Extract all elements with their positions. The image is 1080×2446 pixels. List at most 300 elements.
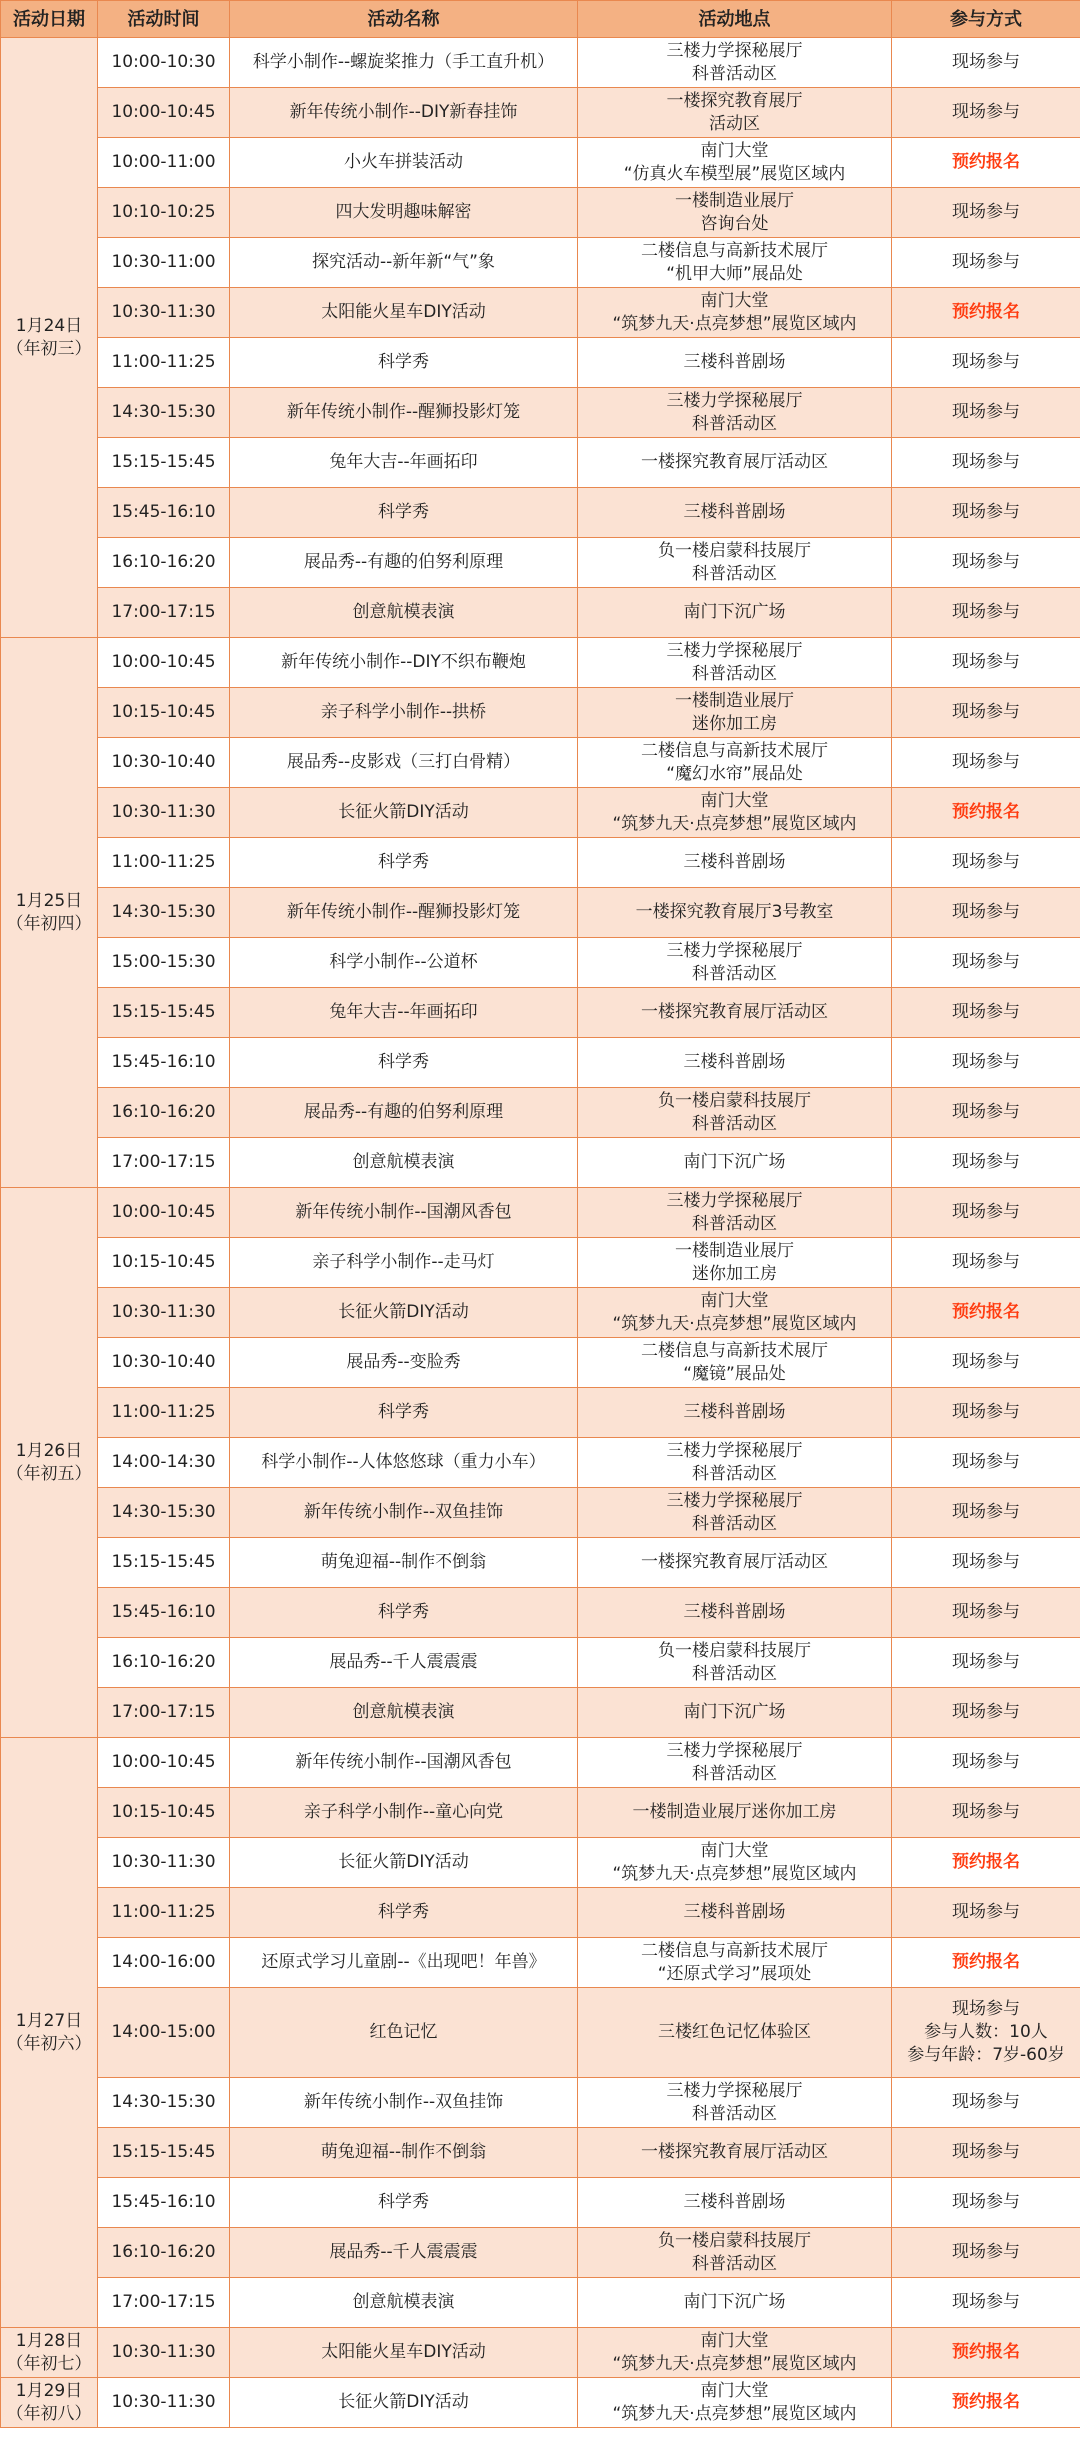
participation-cell: [892, 1338, 1080, 1388]
participation-line: 现场参与: [952, 1102, 1020, 1122]
time-cell: 10:15-10:45: [98, 1788, 230, 1838]
participation-line: 现场参与: [952, 102, 1020, 122]
participation-cell: [892, 1888, 1080, 1938]
reservation-cell: [892, 788, 1080, 838]
participation-line: 现场参与: [952, 1352, 1020, 1372]
location-line: “筑梦九天·点亮梦想”展览区域内: [612, 2403, 857, 2424]
location-cell: [578, 2228, 892, 2278]
reservation-cell: [892, 138, 1080, 188]
participation-line: 现场参与: [952, 2242, 1020, 2262]
participation-cell: [892, 1588, 1080, 1638]
participation-line: 现场参与: [952, 1999, 1020, 2019]
participation-cell: [892, 238, 1080, 288]
location-line: 一楼探究教育展厅活动区: [641, 1552, 828, 1572]
activity-name-cell: 科学秀: [230, 838, 578, 888]
participation-line: 预约报名: [952, 1852, 1020, 1872]
location-line: 三楼力学探秘展厅: [666, 640, 803, 661]
date-label: 1月29日: [15, 2380, 83, 2401]
participation-line: 现场参与: [952, 1252, 1020, 1272]
location-cell: [578, 888, 892, 938]
participation-line: 现场参与: [952, 1802, 1020, 1822]
activity-name-cell: 科学秀: [230, 488, 578, 538]
participation-line: 现场参与: [952, 402, 1020, 422]
location-line: 二楼信息与高新技术展厅: [641, 740, 828, 761]
location-cell: [578, 1988, 892, 2078]
activity-name-cell: 还原式学习儿童剧--《出现吧！年兽》: [230, 1938, 578, 1988]
date-cell: [1, 638, 98, 1188]
table-row: [1, 438, 1080, 488]
participation-line: 现场参与: [952, 602, 1020, 622]
location-line: 三楼力学探秘展厅: [666, 1440, 803, 1461]
activity-name-cell: 新年传统小制作--双鱼挂饰: [230, 1488, 578, 1538]
participation-line: 现场参与: [952, 902, 1020, 922]
location-line: 南门大堂: [700, 290, 769, 311]
table-row: [1, 1238, 1080, 1288]
table-row: [1, 288, 1080, 338]
table-row: [1, 1538, 1080, 1588]
location-line: 三楼力学探秘展厅: [666, 390, 803, 411]
time-cell: 14:30-15:30: [98, 2078, 230, 2128]
location-cell: [578, 338, 892, 388]
participation-line: 现场参与: [952, 502, 1020, 522]
activity-name-cell: 四大发明趣味解密: [230, 188, 578, 238]
participation-cell: [892, 738, 1080, 788]
time-cell: 10:30-11:30: [98, 1288, 230, 1338]
time-cell: 10:30-10:40: [98, 1338, 230, 1388]
table-row: [1, 1788, 1080, 1838]
participation-line: 现场参与: [952, 1202, 1020, 1222]
location-line: 科普活动区: [692, 1213, 777, 1234]
location-cell: [578, 738, 892, 788]
participation-cell: [892, 638, 1080, 688]
table-row: [1, 588, 1080, 638]
activity-name-cell: 长征火箭DIY活动: [230, 1838, 578, 1888]
location-line: “魔镜”展品处: [683, 1363, 786, 1384]
activity-name-cell: 展品秀--变脸秀: [230, 1338, 578, 1388]
location-line: “筑梦九天·点亮梦想”展览区域内: [612, 2353, 857, 2374]
location-cell: [578, 388, 892, 438]
location-line: 一楼制造业展厅: [675, 690, 794, 711]
location-line: 科普活动区: [692, 563, 777, 584]
table-row: [1, 2378, 1080, 2428]
activity-name-cell: 探究活动--新年新“气”象: [230, 238, 578, 288]
participation-cell: [892, 2278, 1080, 2328]
lunar-date-label: （年初七）: [6, 2353, 92, 2374]
table-row: [1, 38, 1080, 88]
table-row: [1, 688, 1080, 738]
location-cell: [578, 688, 892, 738]
time-cell: 16:10-16:20: [98, 1638, 230, 1688]
activity-name-cell: 新年传统小制作--国潮风香包: [230, 1738, 578, 1788]
location-line: 科普活动区: [692, 663, 777, 684]
participation-line: 现场参与: [952, 952, 1020, 972]
location-cell: [578, 588, 892, 638]
location-cell: [578, 288, 892, 338]
location-cell: [578, 1338, 892, 1388]
time-cell: 17:00-17:15: [98, 1688, 230, 1738]
participation-cell: [892, 2128, 1080, 2178]
time-cell: 15:15-15:45: [98, 438, 230, 488]
participation-line: 现场参与: [952, 1702, 1020, 1722]
participation-cell: [892, 1988, 1080, 2078]
location-line: 三楼科普剧场: [683, 1402, 786, 1422]
time-cell: 17:00-17:15: [98, 2278, 230, 2328]
participation-line: 现场参与: [952, 1402, 1020, 1422]
location-cell: [578, 1588, 892, 1638]
table-body: [1, 38, 1080, 2428]
participation-cell: [892, 1788, 1080, 1838]
activity-name-cell: 创意航模表演: [230, 588, 578, 638]
reservation-cell: [892, 288, 1080, 338]
activity-name-cell: 红色记忆: [230, 1988, 578, 2078]
activity-name-cell: 亲子科学小制作--走马灯: [230, 1238, 578, 1288]
activity-name-cell: 太阳能火星车DIY活动: [230, 2328, 578, 2378]
location-line: 南门下沉广场: [683, 2292, 786, 2312]
location-cell: [578, 2078, 892, 2128]
participation-line: 参与人数：10人: [924, 2022, 1048, 2042]
participation-cell: [892, 888, 1080, 938]
location-line: 三楼力学探秘展厅: [666, 40, 803, 61]
lunar-date-label: （年初四）: [6, 913, 92, 934]
location-line: 南门大堂: [700, 2330, 769, 2351]
time-cell: 10:00-10:45: [98, 638, 230, 688]
location-line: 三楼科普剧场: [683, 1052, 786, 1072]
location-line: 一楼探究教育展厅: [666, 90, 803, 111]
activity-name-cell: 展品秀--千人震震震: [230, 1638, 578, 1688]
table-row: [1, 988, 1080, 1038]
activity-name-cell: 新年传统小制作--DIY不织布鞭炮: [230, 638, 578, 688]
location-line: 三楼力学探秘展厅: [666, 1190, 803, 1211]
location-line: 二楼信息与高新技术展厅: [641, 1340, 828, 1361]
table-row: [1, 1288, 1080, 1338]
participation-cell: [892, 388, 1080, 438]
participation-cell: [892, 188, 1080, 238]
location-cell: [578, 988, 892, 1038]
participation-line: 现场参与: [952, 1752, 1020, 1772]
activity-name-cell: 科学秀: [230, 1038, 578, 1088]
location-cell: [578, 538, 892, 588]
location-cell: [578, 138, 892, 188]
time-cell: 10:15-10:45: [98, 1238, 230, 1288]
location-line: 南门大堂: [700, 790, 769, 811]
table-row: [1, 2078, 1080, 2128]
participation-cell: [892, 2228, 1080, 2278]
location-line: 南门下沉广场: [683, 1152, 786, 1172]
location-cell: [578, 938, 892, 988]
table-row: [1, 788, 1080, 838]
lunar-date-label: （年初八）: [6, 2403, 92, 2424]
table-row: [1, 188, 1080, 238]
header-name: 活动名称: [230, 1, 578, 38]
location-cell: [578, 1188, 892, 1238]
location-line: 三楼力学探秘展厅: [666, 1490, 803, 1511]
participation-line: 现场参与: [952, 352, 1020, 372]
time-cell: 11:00-11:25: [98, 1388, 230, 1438]
participation-cell: [892, 1188, 1080, 1238]
participation-cell: [892, 438, 1080, 488]
location-line: 一楼制造业展厅: [675, 190, 794, 211]
participation-line: 现场参与: [952, 252, 1020, 272]
location-cell: [578, 438, 892, 488]
table-row: [1, 538, 1080, 588]
location-cell: [578, 88, 892, 138]
participation-line: 预约报名: [952, 2392, 1020, 2412]
header-place: 活动地点: [578, 1, 892, 38]
table-row: [1, 1638, 1080, 1688]
table-row: [1, 1688, 1080, 1738]
table-row: [1, 1738, 1080, 1788]
table-row: [1, 938, 1080, 988]
location-line: 科普活动区: [692, 413, 777, 434]
participation-cell: [892, 1488, 1080, 1538]
participation-cell: [892, 2178, 1080, 2228]
reservation-cell: [892, 1838, 1080, 1888]
activity-name-cell: 展品秀--有趣的伯努利原理: [230, 1088, 578, 1138]
header-method: 参与方式: [892, 1, 1080, 38]
location-cell: [578, 1688, 892, 1738]
table-row: [1, 1938, 1080, 1988]
date-cell: [1, 1738, 98, 2328]
location-line: 三楼红色记忆体验区: [658, 2022, 811, 2042]
time-cell: 14:30-15:30: [98, 388, 230, 438]
location-line: 南门大堂: [700, 1840, 769, 1861]
table-row: [1, 2128, 1080, 2178]
time-cell: 15:15-15:45: [98, 1538, 230, 1588]
participation-line: 现场参与: [952, 1052, 1020, 1072]
time-cell: 15:15-15:45: [98, 2128, 230, 2178]
time-cell: 11:00-11:25: [98, 1888, 230, 1938]
participation-cell: [892, 2078, 1080, 2128]
location-cell: [578, 2328, 892, 2378]
location-line: 三楼科普剧场: [683, 1602, 786, 1622]
location-line: 负一楼启蒙科技展厅: [658, 1090, 811, 1111]
location-line: 活动区: [709, 113, 760, 134]
participation-cell: [892, 488, 1080, 538]
location-line: 南门下沉广场: [683, 1702, 786, 1722]
location-line: 负一楼启蒙科技展厅: [658, 1640, 811, 1661]
table-row: [1, 1488, 1080, 1538]
time-cell: 10:00-10:45: [98, 1188, 230, 1238]
table-row: [1, 738, 1080, 788]
participation-cell: [892, 1138, 1080, 1188]
activity-name-cell: 新年传统小制作--DIY新春挂饰: [230, 88, 578, 138]
location-cell: [578, 2128, 892, 2178]
location-cell: [578, 788, 892, 838]
activity-name-cell: 小火车拼装活动: [230, 138, 578, 188]
participation-line: 现场参与: [952, 2292, 1020, 2312]
location-cell: [578, 1738, 892, 1788]
time-cell: 10:30-11:30: [98, 2328, 230, 2378]
participation-line: 现场参与: [952, 752, 1020, 772]
date-label: 1月24日: [15, 315, 83, 336]
activity-name-cell: 展品秀--千人震震震: [230, 2228, 578, 2278]
activity-name-cell: 新年传统小制作--醒狮投影灯笼: [230, 388, 578, 438]
participation-line: 现场参与: [952, 52, 1020, 72]
location-line: “魔幻水帘”展品处: [666, 763, 803, 784]
activity-name-cell: 新年传统小制作--双鱼挂饰: [230, 2078, 578, 2128]
location-line: “机甲大师”展品处: [666, 263, 803, 284]
time-cell: 15:45-16:10: [98, 488, 230, 538]
location-line: 科普活动区: [692, 2253, 777, 2274]
activity-name-cell: 展品秀--有趣的伯努利原理: [230, 538, 578, 588]
participation-cell: [892, 838, 1080, 888]
participation-cell: [892, 538, 1080, 588]
location-line: 三楼科普剧场: [683, 852, 786, 872]
time-cell: 14:30-15:30: [98, 888, 230, 938]
time-cell: 10:30-11:30: [98, 1838, 230, 1888]
time-cell: 10:30-11:30: [98, 2378, 230, 2428]
reservation-cell: [892, 1938, 1080, 1988]
participation-cell: [892, 1088, 1080, 1138]
participation-line: 现场参与: [952, 2142, 1020, 2162]
location-line: 科普活动区: [692, 1763, 777, 1784]
table-row: [1, 138, 1080, 188]
activity-name-cell: 展品秀--皮影戏（三打白骨精）: [230, 738, 578, 788]
lunar-date-label: （年初五）: [6, 1463, 92, 1484]
participation-cell: [892, 988, 1080, 1038]
location-line: 南门下沉广场: [683, 602, 786, 622]
time-cell: 16:10-16:20: [98, 538, 230, 588]
activity-name-cell: 科学秀: [230, 1888, 578, 1938]
location-cell: [578, 1538, 892, 1588]
location-line: 三楼科普剧场: [683, 2192, 786, 2212]
date-cell: [1, 2378, 98, 2428]
date-cell: [1, 1188, 98, 1738]
activity-name-cell: 科学秀: [230, 1588, 578, 1638]
time-cell: 16:10-16:20: [98, 1088, 230, 1138]
time-cell: 10:00-10:30: [98, 38, 230, 88]
time-cell: 15:45-16:10: [98, 1588, 230, 1638]
table-header-row: [1, 1, 1080, 38]
time-cell: 10:30-10:40: [98, 738, 230, 788]
participation-cell: [892, 1538, 1080, 1588]
reservation-cell: [892, 2328, 1080, 2378]
location-cell: [578, 1238, 892, 1288]
lunar-date-label: （年初六）: [6, 2033, 92, 2054]
time-cell: 11:00-11:25: [98, 338, 230, 388]
table-row: [1, 1088, 1080, 1138]
participation-line: 现场参与: [952, 1152, 1020, 1172]
participation-line: 现场参与: [952, 1002, 1020, 1022]
table-row: [1, 838, 1080, 888]
table-row: [1, 1188, 1080, 1238]
time-cell: 10:00-10:45: [98, 88, 230, 138]
activity-name-cell: 创意航模表演: [230, 1138, 578, 1188]
location-cell: [578, 238, 892, 288]
date-label: 1月27日: [15, 2010, 83, 2031]
location-line: 科普活动区: [692, 1663, 777, 1684]
participation-line: 预约报名: [952, 1302, 1020, 1322]
activity-name-cell: 萌兔迎福--制作不倒翁: [230, 2128, 578, 2178]
participation-cell: [892, 588, 1080, 638]
activity-name-cell: 长征火箭DIY活动: [230, 1288, 578, 1338]
activity-name-cell: 兔年大吉--年画拓印: [230, 438, 578, 488]
activity-name-cell: 科学秀: [230, 2178, 578, 2228]
header-time: 活动时间: [98, 1, 230, 38]
location-line: 一楼探究教育展厅活动区: [641, 452, 828, 472]
location-line: 南门大堂: [700, 2380, 769, 2401]
table-row: [1, 2278, 1080, 2328]
location-line: 科普活动区: [692, 2103, 777, 2124]
participation-cell: [892, 1238, 1080, 1288]
activity-name-cell: 亲子科学小制作--拱桥: [230, 688, 578, 738]
participation-cell: [892, 1738, 1080, 1788]
participation-line: 现场参与: [952, 2192, 1020, 2212]
location-line: 咨询台处: [700, 213, 769, 234]
location-line: 三楼力学探秘展厅: [666, 940, 803, 961]
participation-cell: [892, 1688, 1080, 1738]
activity-name-cell: 科学小制作--公道杯: [230, 938, 578, 988]
location-cell: [578, 2278, 892, 2328]
date-label: 1月28日: [15, 2330, 83, 2351]
time-cell: 17:00-17:15: [98, 1138, 230, 1188]
participation-line: 现场参与: [952, 1652, 1020, 1672]
table-row: [1, 1338, 1080, 1388]
location-cell: [578, 2178, 892, 2228]
participation-line: 预约报名: [952, 1952, 1020, 1972]
activity-name-cell: 科学小制作--人体悠悠球（重力小车）: [230, 1438, 578, 1488]
participation-line: 现场参与: [952, 1502, 1020, 1522]
table-row: [1, 1138, 1080, 1188]
location-cell: [578, 188, 892, 238]
location-line: 三楼力学探秘展厅: [666, 1740, 803, 1761]
table-row: [1, 88, 1080, 138]
activity-name-cell: 创意航模表演: [230, 2278, 578, 2328]
table-row: [1, 2228, 1080, 2278]
location-cell: [578, 638, 892, 688]
participation-line: 现场参与: [952, 702, 1020, 722]
location-line: 迷你加工房: [692, 713, 777, 734]
location-line: 一楼探究教育展厅活动区: [641, 2142, 828, 2162]
table-row: [1, 1888, 1080, 1938]
location-line: 迷你加工房: [692, 1263, 777, 1284]
table-row: [1, 1038, 1080, 1088]
location-line: 科普活动区: [692, 1513, 777, 1534]
participation-line: 现场参与: [952, 452, 1020, 472]
location-cell: [578, 2378, 892, 2428]
location-cell: [578, 1638, 892, 1688]
participation-line: 现场参与: [952, 1902, 1020, 1922]
participation-line: 现场参与: [952, 2092, 1020, 2112]
table-row: [1, 1838, 1080, 1888]
participation-cell: [892, 938, 1080, 988]
time-cell: 10:30-11:30: [98, 788, 230, 838]
time-cell: 10:10-10:25: [98, 188, 230, 238]
location-line: “筑梦九天·点亮梦想”展览区域内: [612, 1863, 857, 1884]
activity-name-cell: 新年传统小制作--国潮风香包: [230, 1188, 578, 1238]
time-cell: 15:45-16:10: [98, 2178, 230, 2228]
participation-line: 现场参与: [952, 552, 1020, 572]
date-cell: [1, 2328, 98, 2378]
location-line: 一楼制造业展厅迷你加工房: [632, 1802, 837, 1822]
time-cell: 16:10-16:20: [98, 2228, 230, 2278]
location-line: 二楼信息与高新技术展厅: [641, 240, 828, 261]
activity-name-cell: 科学小制作--螺旋桨推力（手工直升机）: [230, 38, 578, 88]
activity-name-cell: 科学秀: [230, 1388, 578, 1438]
participation-line: 预约报名: [952, 152, 1020, 172]
header-date: 活动日期: [1, 1, 98, 38]
date-cell: [1, 38, 98, 638]
activity-name-cell: 长征火箭DIY活动: [230, 2378, 578, 2428]
table-row: [1, 1388, 1080, 1438]
time-cell: 14:00-14:30: [98, 1438, 230, 1488]
activity-name-cell: 亲子科学小制作--童心向党: [230, 1788, 578, 1838]
table-row: [1, 338, 1080, 388]
location-line: 科普活动区: [692, 963, 777, 984]
location-line: 科普活动区: [692, 1113, 777, 1134]
location-line: 三楼科普剧场: [683, 502, 786, 522]
time-cell: 10:00-10:45: [98, 1738, 230, 1788]
